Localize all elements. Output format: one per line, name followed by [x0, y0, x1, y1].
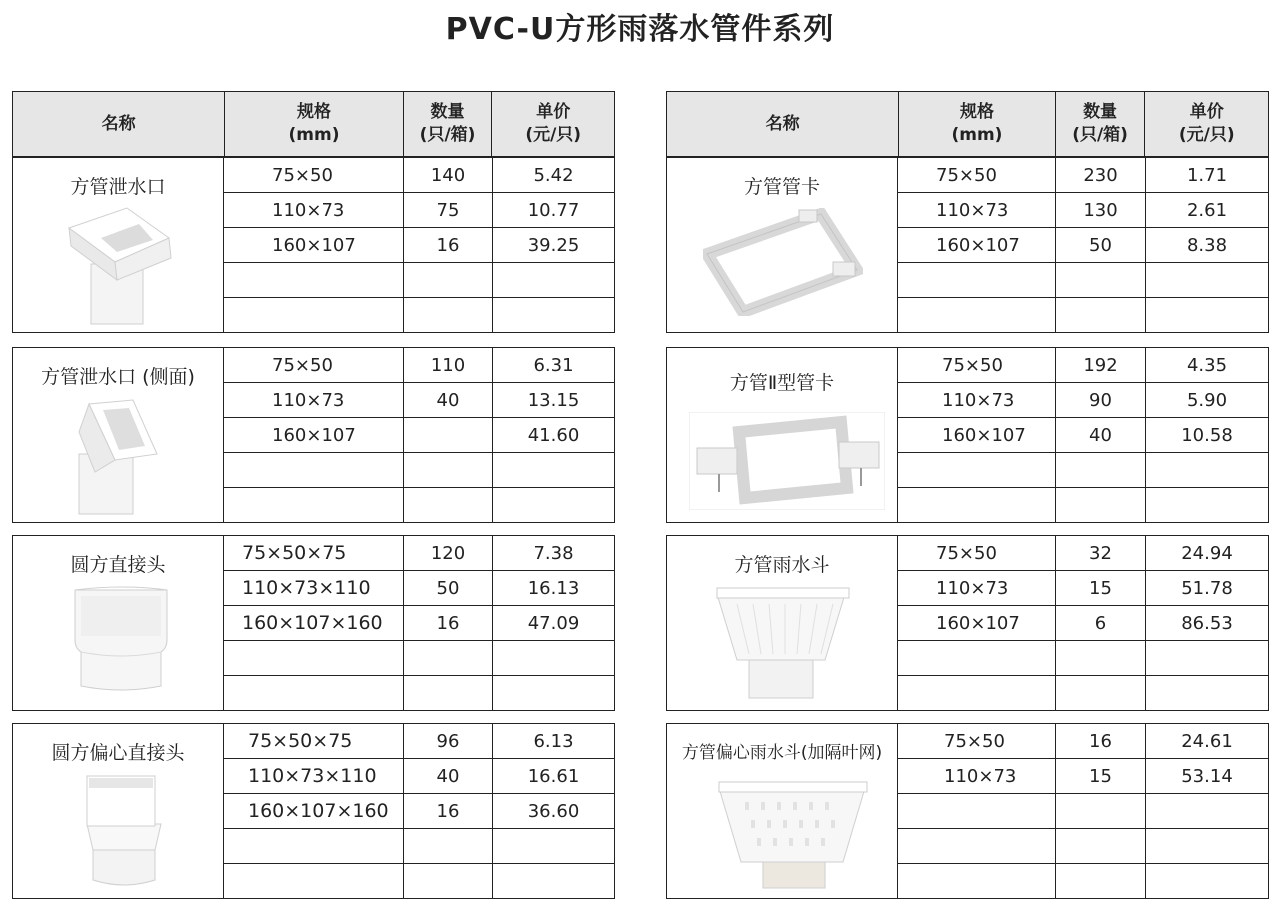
product-name-cell: [667, 724, 898, 898]
table-row: [898, 417, 1268, 452]
price-cell: [1145, 794, 1268, 828]
spec-cell: [224, 263, 403, 297]
product-name-cell: [13, 724, 224, 898]
table-row: [898, 487, 1268, 522]
qty-cell: [1055, 864, 1145, 898]
price-cell: 7.38: [492, 536, 614, 570]
price-cell: [1145, 829, 1268, 863]
table-row: [898, 262, 1268, 297]
qty-cell: [1055, 298, 1145, 332]
table-row: [224, 793, 614, 828]
table-row: [898, 758, 1268, 793]
price-cell: [492, 676, 614, 710]
product-name: 方管管卡: [743, 176, 820, 198]
spec-cell: 75×50: [936, 542, 997, 564]
price-cell: 41.60: [492, 418, 614, 452]
product-name-cell: [13, 348, 224, 522]
price-cell: [1145, 453, 1268, 487]
table-row: [224, 382, 614, 417]
price-cell: 6.13: [492, 724, 614, 758]
header-qty: 数量 (只/箱): [1055, 92, 1145, 156]
table-row: [224, 863, 614, 898]
table-row: [898, 793, 1268, 828]
spec-cell: 75×50×75: [248, 730, 353, 752]
spec-cell: 75×50: [942, 354, 1003, 376]
spec-cell: 160×107×160: [248, 800, 389, 822]
price-cell: [1145, 488, 1268, 522]
table-row: [224, 227, 614, 262]
qty-cell: 192: [1055, 348, 1145, 382]
header-qty: 数量 (只/箱): [403, 92, 492, 156]
qty-cell: 96: [403, 724, 492, 758]
qty-cell: 16: [403, 606, 492, 640]
product-block: [666, 347, 1269, 523]
price-cell: 1.71: [1145, 158, 1268, 192]
table-row: [898, 382, 1268, 417]
price-cell: 24.61: [1145, 724, 1268, 758]
qty-cell: 6: [1055, 606, 1145, 640]
price-cell: [1145, 676, 1268, 710]
product-name-cell: [667, 536, 898, 710]
product-block: [666, 535, 1269, 711]
spec-cell: 110×73: [944, 765, 1017, 787]
spec-cell: 75×50: [272, 164, 333, 186]
table-row: [224, 758, 614, 793]
product-block: [12, 157, 615, 333]
price-cell: [1145, 298, 1268, 332]
price-cell: 13.15: [492, 383, 614, 417]
table-row: [224, 724, 614, 758]
spec-cell: 75×50: [944, 730, 1005, 752]
spec-cell: 110×73×110: [248, 765, 377, 787]
qty-cell: [403, 641, 492, 675]
price-cell: [1145, 263, 1268, 297]
qty-cell: 130: [1055, 193, 1145, 227]
price-cell: 8.38: [1145, 228, 1268, 262]
price-cell: [492, 641, 614, 675]
price-cell: 5.90: [1145, 383, 1268, 417]
spec-cell: [898, 263, 1055, 297]
table-row: [898, 863, 1268, 898]
header-name: 名称: [101, 113, 136, 134]
spec-cell: [898, 298, 1055, 332]
price-cell: 10.58: [1145, 418, 1268, 452]
round-square-adapter-icon: [71, 582, 171, 694]
price-cell: 2.61: [1145, 193, 1268, 227]
table-row: [224, 158, 614, 192]
table-row: [224, 675, 614, 710]
qty-cell: 15: [1055, 759, 1145, 793]
table-row: [898, 227, 1268, 262]
table-row: [898, 724, 1268, 758]
right-table-header: [666, 91, 1269, 157]
header-price: 单价 (元/只): [491, 92, 614, 156]
spec-cell: [224, 864, 403, 898]
qty-cell: 230: [1055, 158, 1145, 192]
price-cell: [492, 453, 614, 487]
spec-cell: 110×73: [936, 577, 1009, 599]
product-name: 方管泄水口: [70, 176, 166, 198]
product-name-cell: [667, 158, 898, 332]
table-row: [224, 452, 614, 487]
spec-cell: [224, 829, 403, 863]
qty-cell: [403, 418, 492, 452]
qty-cell: [1055, 794, 1145, 828]
table-row: [224, 417, 614, 452]
product-name-cell: [667, 348, 898, 522]
spec-cell: [224, 488, 403, 522]
square-pipe-clamp-type2-icon: [689, 412, 885, 510]
price-cell: [1145, 864, 1268, 898]
price-cell: 16.61: [492, 759, 614, 793]
product-name-cell: [13, 158, 224, 332]
spec-cell: 110×73: [942, 389, 1015, 411]
price-cell: 4.35: [1145, 348, 1268, 382]
spec-cell: 110×73: [936, 199, 1009, 221]
product-block: [12, 535, 615, 711]
qty-cell: [1055, 829, 1145, 863]
product-block: [666, 723, 1269, 899]
qty-cell: 90: [1055, 383, 1145, 417]
header-name: 名称: [765, 113, 800, 134]
table-row: [224, 348, 614, 382]
spec-cell: 110×73: [272, 389, 345, 411]
table-row: [224, 605, 614, 640]
offset-rain-hopper-leaf-guard-icon: [715, 776, 871, 890]
price-cell: 51.78: [1145, 571, 1268, 605]
round-square-offset-adapter-icon: [73, 768, 167, 890]
price-cell: 47.09: [492, 606, 614, 640]
product-block: [666, 157, 1269, 333]
product-name: 方管Ⅱ型管卡: [729, 372, 835, 394]
table-row: [224, 487, 614, 522]
square-pipe-clamp-icon: [703, 208, 863, 316]
table-row: [898, 297, 1268, 332]
qty-cell: [1055, 453, 1145, 487]
price-cell: [492, 263, 614, 297]
qty-cell: [403, 453, 492, 487]
spec-cell: 160×107×160: [242, 612, 383, 634]
qty-cell: 16: [1055, 724, 1145, 758]
product-name: 圆方偏心直接头: [51, 742, 185, 764]
spec-cell: 160×107: [272, 424, 356, 446]
spec-cell: 75×50: [936, 164, 997, 186]
table-row: [224, 640, 614, 675]
rain-hopper-icon: [713, 584, 853, 702]
product-block: [12, 347, 615, 523]
spec-cell: [224, 298, 403, 332]
spec-cell: [898, 794, 1055, 828]
table-row: [898, 675, 1268, 710]
spec-cell: [224, 453, 403, 487]
table-row: [224, 192, 614, 227]
table-row: [224, 536, 614, 570]
qty-cell: 50: [403, 571, 492, 605]
table-row: [898, 536, 1268, 570]
qty-cell: 75: [403, 193, 492, 227]
spec-cell: [898, 829, 1055, 863]
spec-cell: 160×107: [272, 234, 356, 256]
spec-cell: 75×50: [272, 354, 333, 376]
product-name: 方管泄水口 (侧面): [41, 366, 195, 388]
price-cell: 6.31: [492, 348, 614, 382]
header-spec: 规格 (mm): [898, 92, 1054, 156]
price-cell: 5.42: [492, 158, 614, 192]
table-row: [898, 605, 1268, 640]
price-cell: 86.53: [1145, 606, 1268, 640]
table-row: [898, 570, 1268, 605]
table-row: [898, 640, 1268, 675]
product-block: [12, 723, 615, 899]
qty-cell: [403, 676, 492, 710]
product-name: 方管偏心雨水斗(加隔叶网): [681, 743, 883, 763]
price-cell: 53.14: [1145, 759, 1268, 793]
qty-cell: [403, 298, 492, 332]
elbow-downspout-outlet-side-icon: [75, 396, 165, 516]
qty-cell: 40: [403, 759, 492, 793]
qty-cell: [403, 829, 492, 863]
qty-cell: 40: [1055, 418, 1145, 452]
spec-cell: 160×107: [936, 612, 1020, 634]
qty-cell: [1055, 263, 1145, 297]
header-spec: 规格 (mm): [224, 92, 402, 156]
qty-cell: [403, 263, 492, 297]
spec-cell: 110×73×110: [242, 577, 371, 599]
qty-cell: 32: [1055, 536, 1145, 570]
price-cell: [492, 864, 614, 898]
table-row: [898, 828, 1268, 863]
product-name: 方管雨水斗: [734, 554, 830, 576]
spec-cell: 160×107: [936, 234, 1020, 256]
qty-cell: 120: [403, 536, 492, 570]
price-cell: [492, 298, 614, 332]
table-row: [898, 452, 1268, 487]
spec-cell: [224, 676, 403, 710]
left-table-header: [12, 91, 615, 157]
product-name: 圆方直接头: [70, 554, 166, 576]
table-row: [224, 297, 614, 332]
price-cell: [1145, 641, 1268, 675]
price-cell: [492, 829, 614, 863]
spec-cell: 160×107: [942, 424, 1026, 446]
table-row: [224, 570, 614, 605]
qty-cell: [403, 864, 492, 898]
price-cell: 10.77: [492, 193, 614, 227]
qty-cell: [1055, 488, 1145, 522]
price-cell: 24.94: [1145, 536, 1268, 570]
spec-cell: 110×73: [272, 199, 345, 221]
page-title: PVC-U方形雨落水管件系列: [445, 12, 835, 47]
table-row: [224, 828, 614, 863]
spec-cell: [898, 864, 1055, 898]
spec-cell: [224, 641, 403, 675]
qty-cell: [1055, 641, 1145, 675]
price-cell: [492, 488, 614, 522]
qty-cell: 15: [1055, 571, 1145, 605]
table-row: [898, 158, 1268, 192]
qty-cell: 140: [403, 158, 492, 192]
qty-cell: 40: [403, 383, 492, 417]
qty-cell: [1055, 676, 1145, 710]
qty-cell: 16: [403, 794, 492, 828]
elbow-downspout-outlet-icon: [61, 202, 177, 326]
price-cell: 16.13: [492, 571, 614, 605]
spec-cell: [898, 453, 1055, 487]
table-row: [898, 348, 1268, 382]
spec-cell: [898, 488, 1055, 522]
qty-cell: 110: [403, 348, 492, 382]
qty-cell: 50: [1055, 228, 1145, 262]
table-row: [898, 192, 1268, 227]
qty-cell: [403, 488, 492, 522]
price-cell: 36.60: [492, 794, 614, 828]
qty-cell: 16: [403, 228, 492, 262]
spec-cell: 75×50×75: [242, 542, 347, 564]
spec-cell: [898, 676, 1055, 710]
header-price: 单价 (元/只): [1144, 92, 1268, 156]
spec-cell: [898, 641, 1055, 675]
price-cell: 39.25: [492, 228, 614, 262]
table-row: [224, 262, 614, 297]
product-name-cell: [13, 536, 224, 710]
